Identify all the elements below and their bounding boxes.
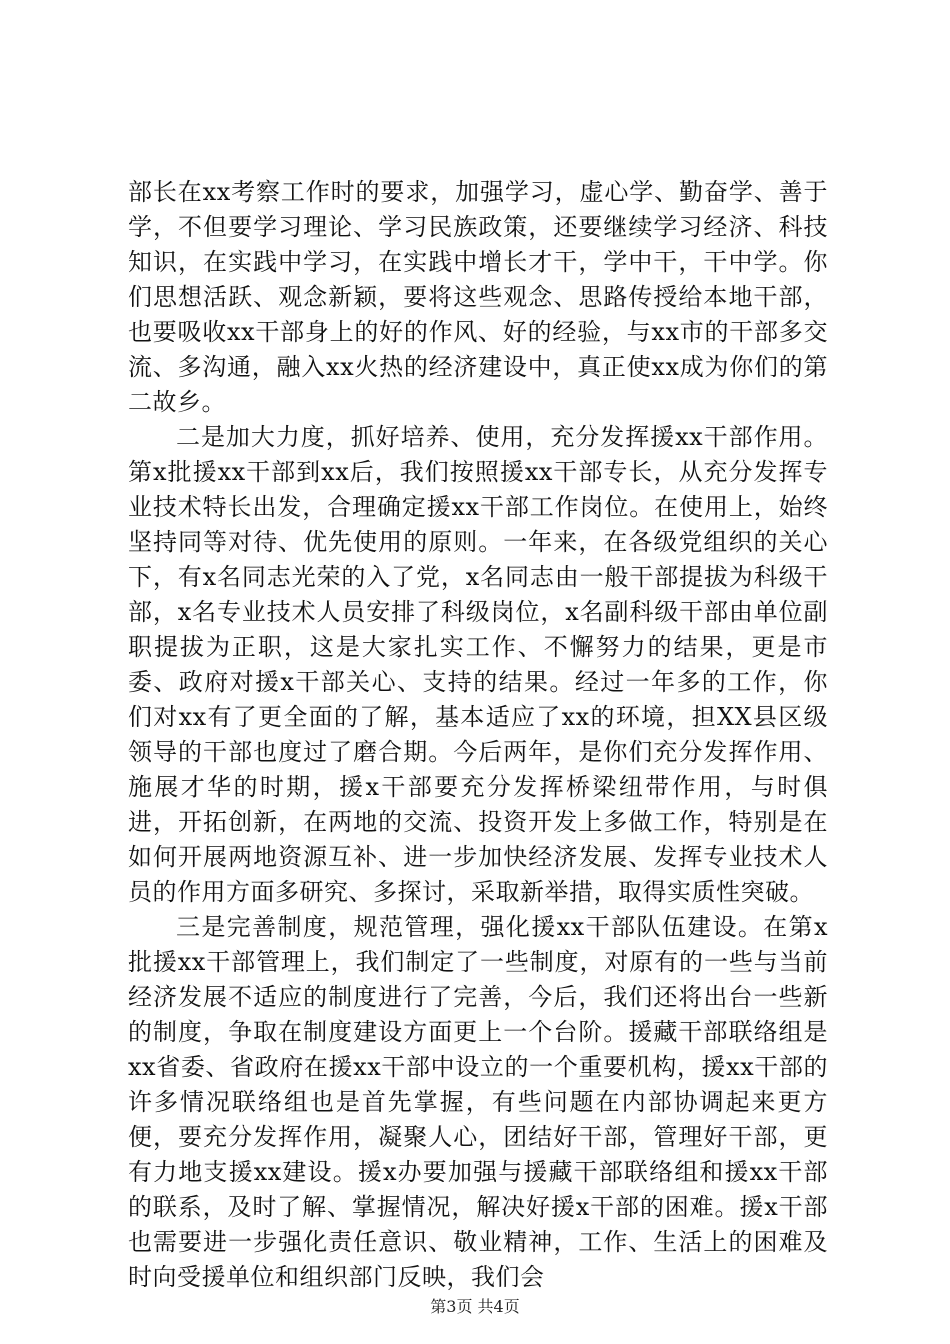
- document-body: [128, 175, 828, 1295]
- paragraph-3: 三是完善制度，规范管理，强化援xx干部队伍建设。在第x批援xx干部管理上，我们制定了一些制度，对原有的一些与当前经济发展不适应的制度进行了完善，今后，我们还将出台一些新的制度，争取在制度建设方面更上一个台阶。援藏干部联络组是xx省委、省政府在援xx干部中设立的一个重要机构，援xx干部的许多情况联络组也是首先掌握，有些问题在内部协调起来更方便，要充分发挥作用，凝聚人心，团结好干部，管理好干部，更有力地支援xx建设。援x办要加强与援藏干部联络组和援xx干部的联系，及时了解、掌握情况，解决好援x干部的困难。援x干部也需要进一步强化责任意识、敬业精神，工作、生活上的困难及时向受援单位和组织部门反映，我们会: [128, 913, 828, 1291]
- page-footer: 第3页 共4页: [430, 1297, 520, 1316]
- paragraph-1: 部长在xx考察工作时的要求，加强学习，虚心学、勤奋学、善于学，不但要学习理论、学习民族政策，还要继续学习经济、科技知识，在实践中学习，在实践中增长才干，学中干，干中学。你们思想活跃、观念新颖，要将这些观念、思路传授给本地干部，也要吸收xx干部身上的好的作风、好的经验，与xx市的干部多交流、多沟通，融入xx火热的经济建设中，真正使xx成为你们的第二故乡。: [128, 178, 828, 416]
- paragraph-2: 二是加大力度，抓好培养、使用，充分发挥援xx干部作用。第x批援xx干部到xx后，我们按照援xx干部专长，从充分发挥专业技术特长出发，合理确定援xx干部工作岗位。在使用上，始终坚持同等对待、优先使用的原则。一年来，在各级党组织的关心下，有x名同志光荣的入了党，x名同志由一般干部提拔为科级干部，x名专业技术人员安排了科级岗位，x名副科级干部由单位副职提拔为正职，这是大家扎实工作、不懈努力的结果，更是市委、政府对援x干部关心、支持的结果。经过一年多的工作，你们对xx有了更全面的了解，基本适应了xx的环境，担XX县区级领导的干部也度过了磨合期。今后两年，是你们充分发挥作用、施展才华的时期，援x干部要充分发挥桥梁纽带作用，与时俱进，开拓创新，在两地的交流、投资开发上多做工作，特别是在如何开展两地资源互补、进一步加快经济发展、发挥专业技术人员的作用方面多研究、多探讨，采取新举措，取得实质性突破。: [128, 423, 828, 906]
